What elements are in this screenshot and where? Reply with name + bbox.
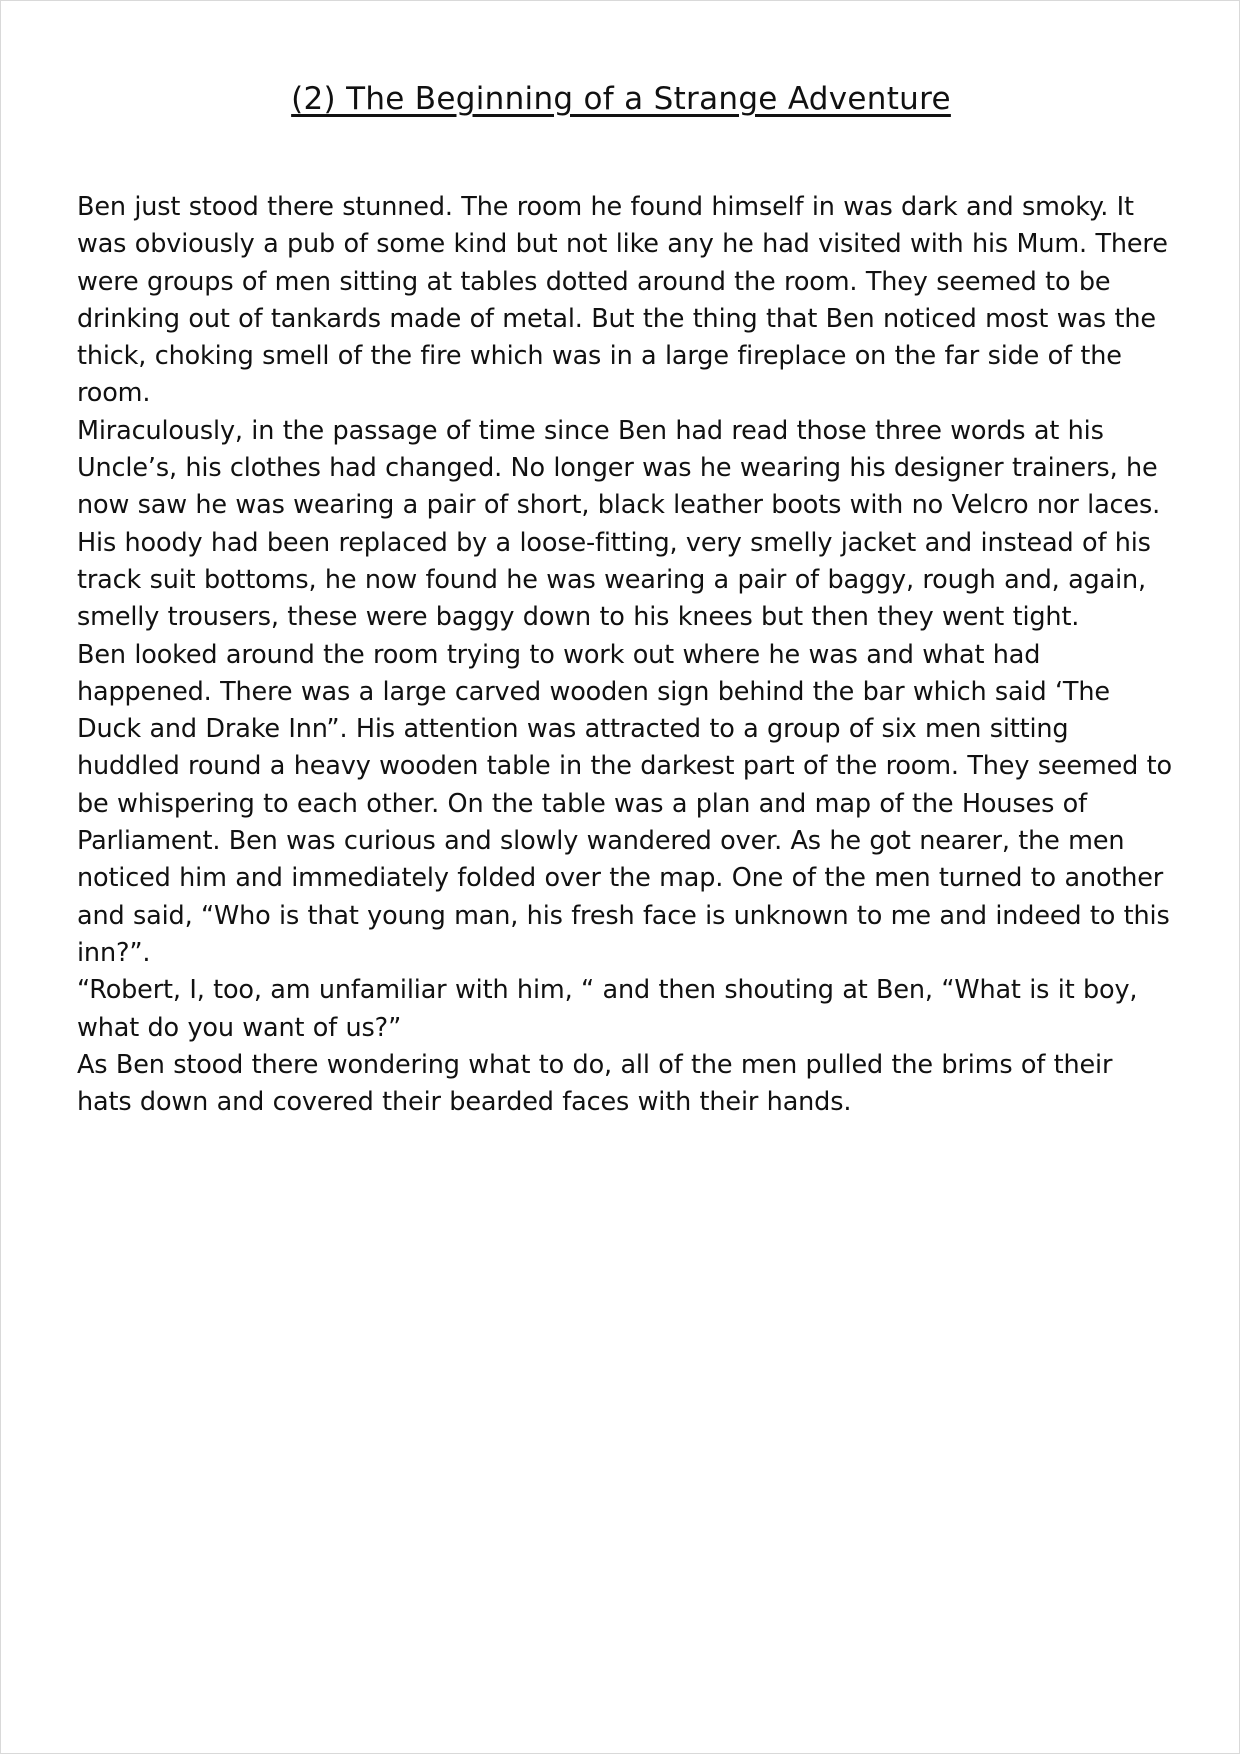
page-title: (2) The Beginning of a Strange Adventure [291, 81, 951, 117]
paragraph-2: Miraculously, in the passage of time since Ben had read those three words at his Uncle’s, his clothes had changed. No longer was he wearing his designer trainers, he now saw he was wearing a pair of short, black leather boots with no Velcro nor laces. His hoody had been replaced by a loose-fitting, very smelly jacket and instead of his track suit bottoms, he now found he was wearing a pair of baggy, rough and, again, smelly trousers, these were baggy down to his knees but then they went tight. [77, 415, 1161, 633]
paragraph-1: Ben just stood there stunned. The room he found himself in was dark and smoky. It was obviously a pub of some kind but not like any he had visited with his Mum. There were groups of men sitting at tables dotted around the room. They seemed to be drinking out of tankards made of metal. But the thing that Ben noticed most was the thick, choking smell of the fire which was in a large fireplace on the far side of the room. [77, 192, 1168, 409]
story-body [77, 189, 1172, 1121]
paragraph-4: “Robert, I, too, am unfamiliar with him, “ and then shouting at Ben, “What is it boy, what do you want of us?” [77, 975, 1138, 1043]
paragraph-5: As Ben stood there wondering what to do, all of the men pulled the brims of their hats down and covered their bearded faces with their hands. [77, 1049, 1113, 1118]
paragraph-3: Ben looked around the room trying to work out where he was and what had happened. There was a large carved wooden sign behind the bar which said ‘The Duck and Drake Inn”. His attention was attracted to a group of six men sitting huddled round a heavy wooden table in the darkest part of the room. They seemed to be whispering to each other. On the table was a plan and map of the Houses of Parliament. Ben was curious and slowly wandered over. As he got nearer, the men noticed him and immediately folded over the map. One of the men turned to another and said, “Who is that young man, his fresh face is unknown to me and indeed to this inn?”. [77, 639, 1172, 968]
